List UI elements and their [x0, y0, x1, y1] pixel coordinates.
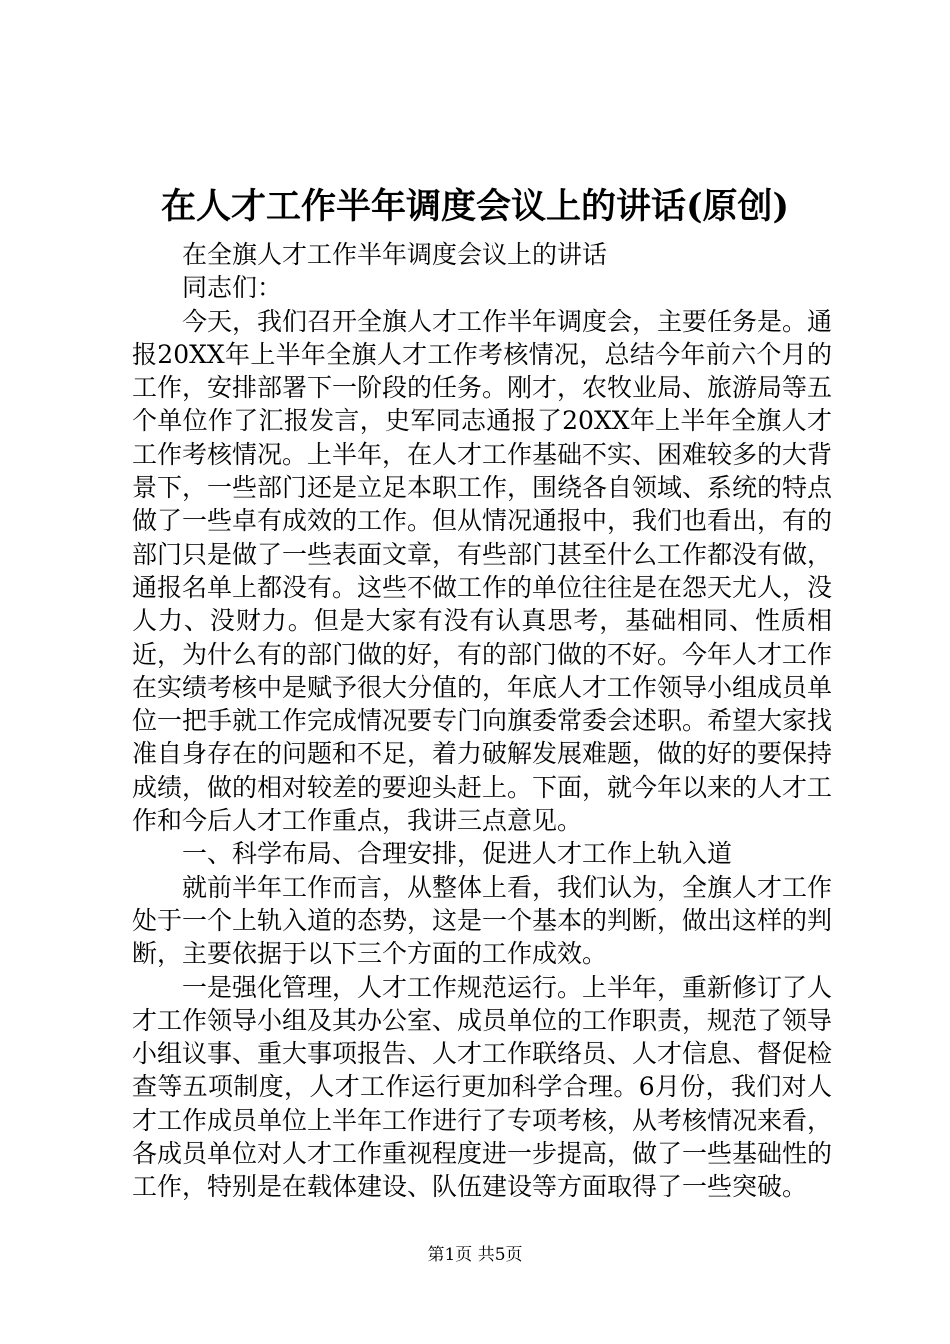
body-paragraph: 今天，我们召开全旗人才工作半年调度会，主要任务是。通报20XX年上半年全旗人才工作考核情况，总结今年前六个月的工作，安排部署下一阶段的任务。刚才，农牧业局、旅游局等五个单位作了汇报发言，史军同志通报了20XX年上半年全旗人才工作考核情况。上半年，在人才工作基础不实、困难较多的大背景下，一些部门还是立足本职工作，围绕各自领域、系统的特点做了一些卓有成效的工作。但从情况通报中，我们也看出，有的部门只是做了一些表面文章，有些部门甚至什么工作都没有做，通报名单上都没有。这些不做工作的单位往往是在怨天尤人，没人力、没财力。但是大家有没有认真思考，基础相同、性质相近，为什么有的部门做的好，有的部门做的不好。今年人才工作在实绩考核中是赋予很大分值的，年底人才工作领导小组成员单位一把手就工作完成情况要专门向旗委常委会述职。希望大家找准自身存在的问题和不足，着力破解发展难题，做的好的要保持成绩，做的相对较差的要迎头赶上。下面，就今年以来的人才工作和今后人才工作重点，我讲三点意见。 — [132, 306, 833, 836]
body-paragraph: 一是强化管理，人才工作规范运行。上半年，重新修订了人才工作领导小组及其办公室、成员单位的工作职责，规范了领导小组议事、重大事项报告、人才工作联络员、人才信息、督促检查等五项制度，人才工作运行更加科学合理。6月份，我们对人才工作成员单位上半年工作进行了专项考核，从考核情况来看，各成员单位对人才工作重视程度进一步提高，做了一些基础性的工作，特别是在载体建设、队伍建设等方面取得了一些突破。 — [132, 972, 833, 1202]
section-heading: 一、科学布局、合理安排，促进人才工作上轨入道 — [182, 839, 733, 869]
body-paragraph: 就前半年工作而言，从整体上看，我们认为，全旗人才工作处于一个上轨入道的态势，这是一个基本的判断，做出这样的判断，主要依据于以下三个方面的工作成效。 — [132, 872, 833, 969]
page-number-footer: 第1页 共5页 — [427, 1245, 523, 1265]
salutation: 同志们： — [182, 273, 283, 303]
speech-heading: 在全旗人才工作半年调度会议上的讲话 — [182, 240, 608, 269]
document-body — [132, 238, 832, 1204]
document-title: 在人才工作半年调度会议上的讲话(原创) — [160, 186, 790, 227]
